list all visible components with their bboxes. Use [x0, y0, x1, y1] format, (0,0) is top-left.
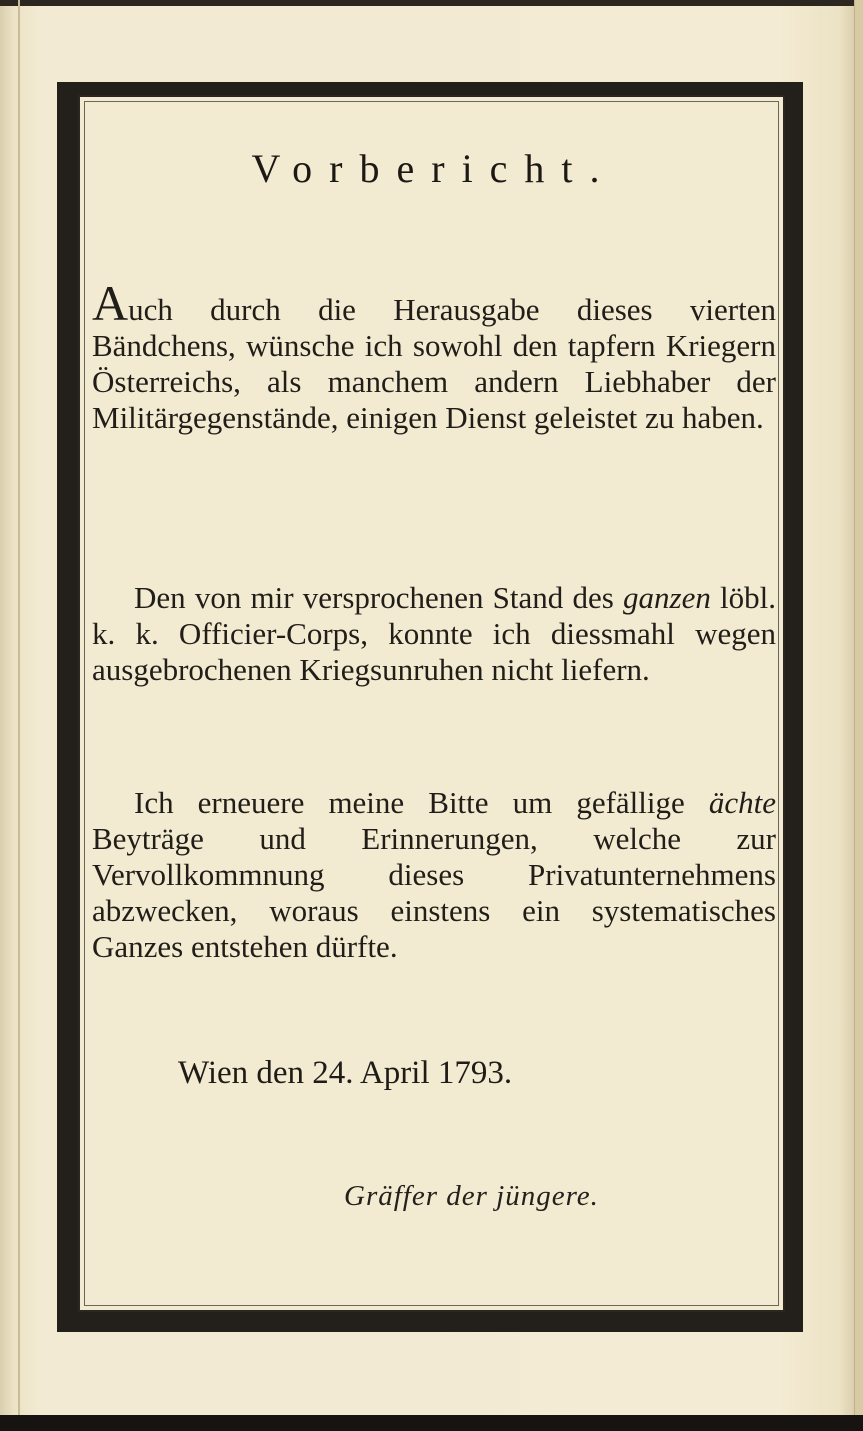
paragraph-2-after: löbl. k. k. Officier-Corps, konnte ich diessmahl wegen ausgebrochenen Kriegsunruhen nicht liefern. [92, 580, 776, 687]
paragraph-2 [92, 580, 776, 688]
scan-bottom-edge [0, 1415, 863, 1431]
paragraph-2-before: Den von mir versprochenen Stand des [134, 580, 623, 615]
paragraph-3-emphasis: ächte [708, 785, 776, 820]
paragraph-3-after: Beyträge und Erinnerungen, welche zur Vervollkommnung dieses Privatunternehmens abzwecken, woraus einstens ein systematisches Ganzes entstehen dürfte. [92, 821, 776, 964]
paragraph-1-text: uch durch die Herausgabe dieses vierten Bändchens, wünsche ich sowohl den tapfern Kriegern Österreichs, als manchem andern Liebhaber der Militärgegenstände, einigen Dienst geleistet zu haben. [92, 292, 776, 435]
binding-line [18, 0, 20, 1431]
paragraph-1 [92, 275, 776, 436]
inner-border-rule [84, 101, 779, 1306]
drop-cap: A [92, 275, 129, 331]
page-title: Vorbericht. [251, 146, 617, 191]
paragraph-2-emphasis: ganzen [623, 580, 711, 615]
scan-top-edge [0, 0, 863, 6]
scan-right-edge [854, 0, 863, 1431]
date-line: Wien den 24. April 1793. [178, 1055, 513, 1091]
signature: Gräffer der jüngere. [344, 1180, 599, 1212]
paragraph-3-before: Ich erneuere meine Bitte um gefällige [134, 785, 709, 820]
paragraph-3 [92, 785, 776, 965]
